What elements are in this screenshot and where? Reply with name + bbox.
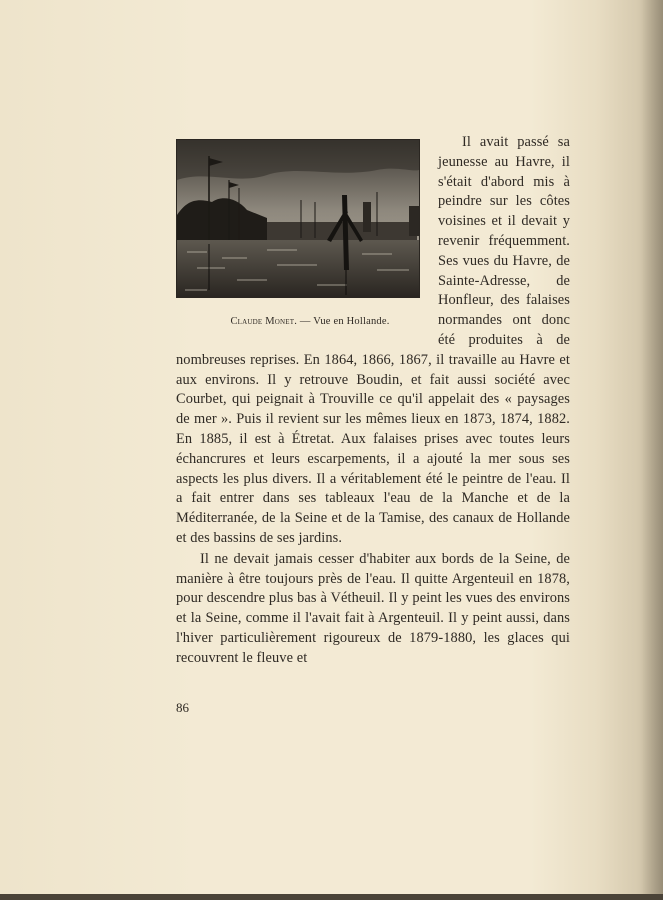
figure: [176, 139, 426, 332]
body-text: [176, 133, 570, 669]
painting-vue-en-hollande: [176, 139, 420, 298]
caption-artist: Claude Monet.: [230, 316, 298, 327]
page-bottom-edge: [0, 894, 663, 900]
page-number: 86: [176, 700, 189, 715]
paragraph-1: [176, 133, 570, 549]
paragraph-2: Il ne devait jamais cesser d'habiter aux bords de la Seine, de manière à être toujours près de l'eau. Il quitte Argenteuil en 1878, pour descendre plus bas à Vétheuil. Il y peint les vues des environs et la Seine, comme il l'avait fait à Argenteuil. Il y peint aussi, dans l'hiver particulièrement rigoureux de 1879-1880, les glaces qui recouvrent le fleuve et: [176, 550, 570, 666]
page-gutter-shadow: [641, 0, 663, 900]
paragraph-1-text: Il avait passé sa jeunesse au Havre, il s'était d'abord mis à peindre sur les côtes voisines et il devait y revenir fréquemment. Ses vues du Havre, de Sainte-Adresse, de Honfleur, des falaises normandes ont donc été produites à de nombreuses reprises. En 1864, 1866, 1867, il travaille au Havre et aux environs. Il y retrouve Boudin, et fait aussi société avec Courbet, qui peignait à Trouville ce qu'il appelait des « paysages de mer ». Puis il revient sur les mêmes lieux en 1873, 1874, 1882. En 1885, il est à Étretat. Aux falaises prises avec toutes leurs échancrures et leurs escarpements, il a ajouté la mer sous ses aspects les plus divers. Il a véritablement été le peintre de l'eau. Il a fait entrer dans ses tableaux l'eau de la Manche et de la Méditerranée, de la Seine et de la Tamise, des canaux de Hollande et des bassins de ses jardins.: [176, 134, 570, 546]
caption-title: — Vue en Hollande.: [299, 316, 390, 327]
figure-caption: [176, 312, 420, 332]
